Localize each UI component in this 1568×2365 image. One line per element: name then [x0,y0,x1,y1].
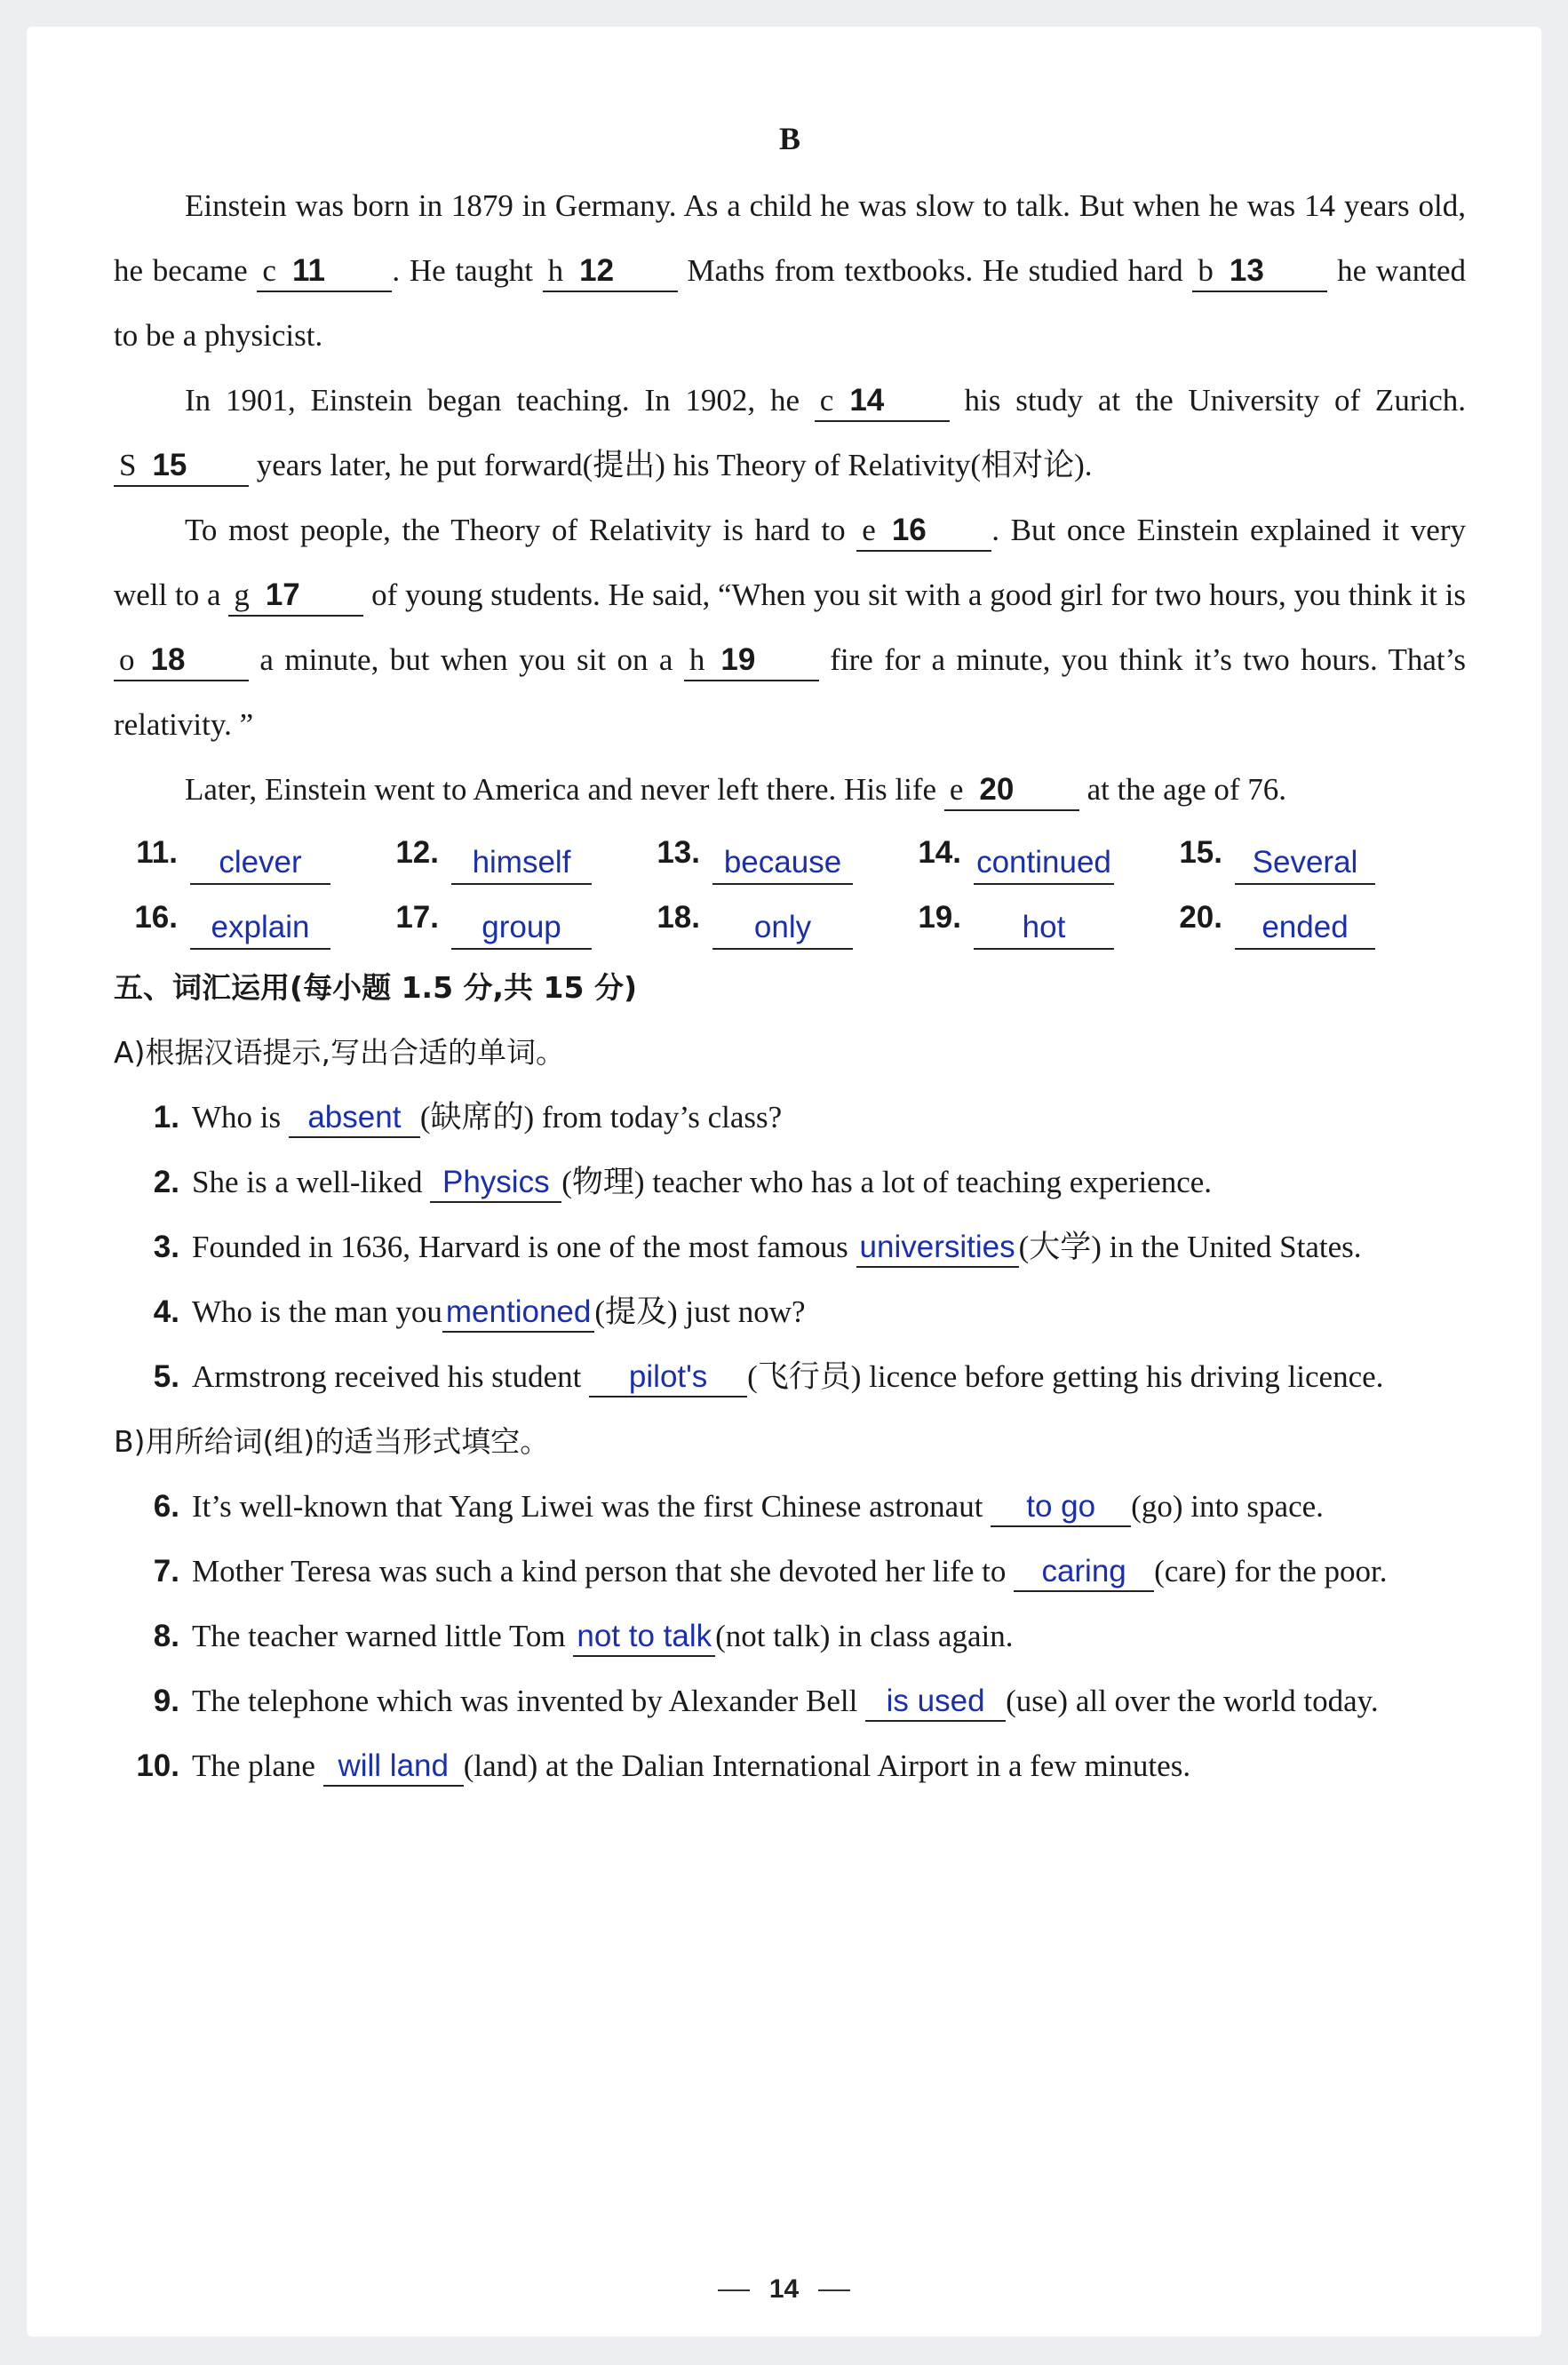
question-stem: It’s well-known that Yang Liwei was the first Chinese astronaut [192,1489,991,1524]
question-8 [114,1604,1466,1668]
blank-hint: h [688,642,705,677]
question-2 [114,1150,1466,1214]
passage-text: Einstein was born in 1879 in Germany. As a child he was slow to talk. But when he was 14 years old, he became [114,188,1466,288]
question-number: 9. [153,1684,179,1718]
blank-hint: e [949,772,964,807]
blank-hint: o [119,642,135,677]
question-number: 10. [136,1748,179,1783]
blank-number: 15 [152,448,187,482]
question-6 [114,1474,1466,1539]
passage-text: Maths from textbooks. He studied hard [677,253,1193,288]
answer-number: 19. [918,900,961,935]
answer-cell [375,885,636,950]
answer-value[interactable]: because [712,842,853,885]
question-text [192,1344,1466,1409]
footer-dash [718,2289,750,2291]
section-heading: 五、词汇运用(每小题 1.5 分,共 15 分) [114,970,638,1005]
question-hint: (use) all over the world today. [1006,1684,1379,1718]
blank-14 [815,381,950,422]
answer-number: 12. [395,835,439,870]
question-stem: Armstrong received his student [192,1359,590,1394]
answer-value[interactable]: continued [974,842,1114,885]
question-hint: (物理) teacher who has a lot of teaching experience. [561,1165,1213,1199]
answer-cell [897,885,1158,950]
answer-cell [375,820,636,885]
question-stem: She is a well-liked [192,1165,431,1199]
blank-hint: c [819,383,834,418]
answer-value[interactable]: explain [190,907,330,950]
blank-number: 14 [849,383,885,418]
passage-text: fire for a minute, you think it’s two hours. That’s relativity. ” [114,642,1466,742]
question-text [192,1150,1466,1214]
question-stem: The teacher warned little Tom [192,1619,574,1653]
blank-number: 17 [265,577,300,612]
answer-value[interactable]: clever [190,842,330,885]
question-hint: (land) at the Dalian International Airport in a few minutes. [463,1748,1191,1783]
question-hint: (not talk) in class again. [715,1619,1014,1653]
answer-number: 16. [134,900,178,935]
passage-paragraph-1 [114,173,1466,368]
passage-text: Later, Einstein went to America and never left there. His life [185,772,944,807]
question-text [192,1474,1466,1539]
question-9 [114,1668,1466,1733]
answer-fill[interactable]: pilot's [589,1358,747,1398]
question-hint: (care) for the poor. [1154,1554,1388,1589]
question-number: 7. [153,1554,179,1589]
blank-13 [1192,251,1327,292]
question-number: 2. [153,1165,179,1199]
question-5 [114,1344,1466,1409]
answer-fill[interactable]: not to talk [573,1618,715,1657]
blank-hint: e [862,513,876,547]
blank-17 [228,576,363,617]
blank-11 [257,251,392,292]
answer-number: 18. [657,900,700,935]
answer-cell [114,885,375,950]
question-number: 6. [153,1489,179,1524]
question-3 [114,1214,1466,1279]
passage-paragraph-3 [114,498,1466,757]
answer-cell [1158,885,1420,950]
blank-number: 19 [720,642,756,677]
blank-20 [944,770,1079,811]
question-text [192,1733,1466,1798]
footer-dash [818,2289,850,2291]
blank-15 [114,446,249,487]
answer-grid [114,825,1466,955]
question-hint: (提及) just now? [594,1294,806,1329]
question-number: 1. [153,1100,179,1135]
answer-fill[interactable]: absent [289,1099,420,1138]
answer-row [114,825,1466,890]
question-7 [114,1539,1466,1604]
blank-18 [114,641,249,681]
question-hint: (大学) in the United States. [1018,1230,1362,1264]
answer-fill[interactable]: to go [991,1488,1131,1527]
passage-text: years later, he put forward(提出) his Theory of Relativity(相对论). [249,448,1093,482]
part-b-instruction: B)用所给词(组)的适当形式填空。 [114,1424,550,1459]
blank-hint: g [234,577,250,612]
answer-fill[interactable]: is used [865,1683,1006,1722]
answer-cell [897,820,1158,885]
passage-text: In 1901, Einstein began teaching. In 1902, he [185,383,815,418]
blank-number: 16 [891,513,927,547]
passage-paragraph-2 [114,368,1466,498]
question-hint: (缺席的) from today’s class? [419,1100,783,1135]
question-text [192,1539,1466,1604]
question-text [192,1085,1466,1150]
passage-text: of young students. He said, “When you sit with a good girl for two hours, you think it is [363,577,1466,612]
question-10 [114,1733,1466,1798]
page-number: 14 [768,2274,800,2304]
question-number: 5. [153,1359,179,1394]
answer-value[interactable]: ended [1235,907,1375,950]
question-stem: Who is [192,1100,289,1135]
question-text [192,1604,1466,1668]
question-stem: The telephone which was invented by Alexander Bell [192,1684,866,1718]
answer-value[interactable]: Several [1235,842,1375,885]
question-number: 4. [153,1294,179,1329]
worksheet-page [27,27,1541,2337]
blank-16 [856,511,991,552]
answer-cell [1158,820,1420,885]
content [114,111,1466,1798]
answer-fill[interactable]: mentioned [442,1294,594,1333]
passage-text: . But once Einstein explained it very well to a [114,513,1466,612]
page-footer [27,2274,1541,2305]
blank-number: 13 [1229,253,1264,288]
answer-value[interactable]: himself [451,842,592,885]
blank-number: 18 [150,642,186,677]
passage-text: at the age of 76. [1078,772,1287,807]
answer-cell [636,820,897,885]
section-letter: B [778,121,800,156]
passage-text: To most people, the Theory of Relativity is hard to [185,513,857,547]
answer-cell [636,885,897,950]
blank-12 [543,251,678,292]
passage-text: his study at the University of Zurich. [949,383,1466,418]
question-number: 3. [153,1230,179,1264]
answer-number: 17. [395,900,439,935]
blank-hint: c [262,253,276,288]
blank-number: 11 [291,253,325,288]
question-1 [114,1085,1466,1150]
part-a-instruction: A)根据汉语提示,写出合适的单词。 [114,1035,565,1070]
blank-19 [684,641,819,681]
passage-text: . He taught [392,253,543,288]
question-text [192,1214,1466,1279]
passage-text: a minute, but when you sit on a [249,642,684,677]
blank-hint: S [119,448,137,482]
blank-hint: h [547,253,564,288]
question-hint: (飞行员) licence before getting his driving licence. [747,1359,1384,1394]
answer-fill[interactable]: caring [1014,1553,1154,1592]
answer-value[interactable]: group [451,907,592,950]
question-stem: Who is the man you [192,1294,442,1329]
answer-value[interactable]: hot [974,907,1114,950]
answer-number: 14. [918,835,961,870]
answer-number: 15. [1179,835,1222,870]
blank-number: 20 [979,772,1015,807]
question-4 [114,1279,1466,1344]
answer-cell [114,820,375,885]
question-stem: The plane [192,1748,323,1783]
answer-number: 13. [657,835,700,870]
question-stem: Mother Teresa was such a kind person that she devoted her life to [192,1554,1015,1589]
blank-hint: b [1198,253,1214,288]
question-number: 8. [153,1619,179,1653]
passage-text: he wanted to be a physicist. [114,253,1466,353]
question-hint: (go) into space. [1131,1489,1324,1524]
question-text [192,1668,1466,1733]
answer-fill[interactable]: will land [323,1748,464,1787]
answer-fill[interactable]: Physics [430,1164,561,1203]
blank-number: 12 [579,253,615,288]
passage-paragraph-4 [114,757,1466,822]
question-text [192,1279,1466,1344]
answer-number: 11. [136,835,178,870]
answer-row [114,890,1466,955]
answer-number: 20. [1179,900,1222,935]
answer-value[interactable]: only [712,907,853,950]
question-stem: Founded in 1636, Harvard is one of the most famous [192,1230,856,1264]
answer-fill[interactable]: universities [856,1229,1019,1268]
